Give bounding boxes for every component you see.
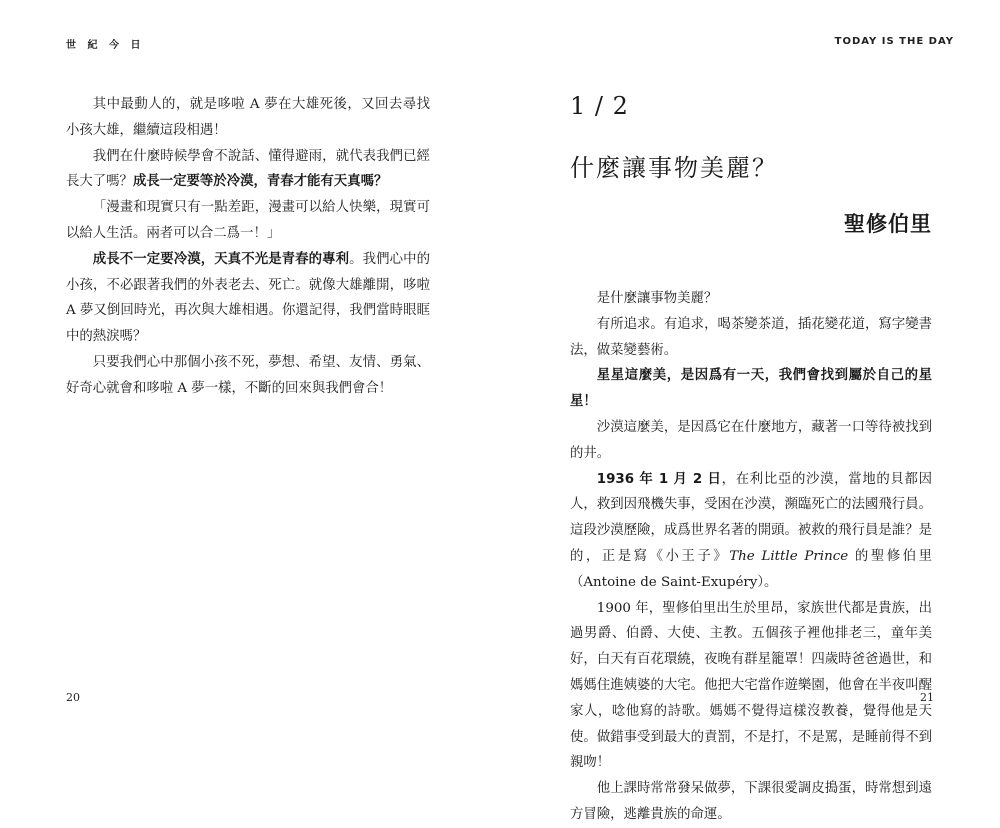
paragraph bbox=[570, 596, 932, 777]
paragraph bbox=[66, 195, 430, 247]
text-run: 有所追求。有追求，喝茶變茶道，插花變花道，寫字變書法，做菜變藝術。 bbox=[570, 316, 932, 358]
paragraph bbox=[66, 247, 430, 350]
left-page bbox=[0, 0, 500, 742]
text-run: 「漫畫和現實只有一點差距，漫畫可以給人快樂，現實可以給人生活。兩者可以合二爲一！」 bbox=[66, 200, 430, 241]
paragraph bbox=[66, 144, 430, 196]
chapter-title: 什麼讓事物美麗？ bbox=[570, 154, 778, 182]
text-run: 是什麼讓事物美麗？ bbox=[596, 291, 718, 306]
text-run: 1900 年，聖修伯里出生於里昂，家族世代都是貴族，出過男爵、伯爵、大使、主教。五個孩子裡他排老三，童年美好，白天有百花環繞，夜晚有群星籠罩！四歲時爸爸過世，和媽媽住進姨婆的大宅。他把大宅當作遊樂園，他會在半夜叫醒家人，唸他寫的詩歌。媽媽不覺得這樣沒教養，覺得他是天使。做錯事受到最大的責罰，不是打，不是罵，是睡前得不到親吻！ bbox=[570, 600, 932, 771]
italic-text: The Little Prince bbox=[729, 548, 849, 564]
paragraph bbox=[570, 363, 932, 415]
text-run: 其中最動人的，就是哆啦 A 夢在大雄死後，又回去尋找小孩大雄，繼續這段相遇！ bbox=[66, 97, 430, 138]
paragraph bbox=[570, 312, 932, 364]
paragraph bbox=[570, 286, 932, 312]
right-body-text bbox=[570, 286, 932, 828]
text-run: 的聖修伯里（Antoine de Saint-Exupéry）。 bbox=[570, 548, 932, 590]
text-run: 他上課時常常發呆做夢，下課很愛調皮搗蛋，時常想到遠方冒險，逃離貴族的命運。 bbox=[570, 781, 932, 822]
text-run: 只要我們心中那個小孩不死，夢想、希望、友情、勇氣、好奇心就會和哆啦 A 夢一樣，不斷的回來與我們會合！ bbox=[66, 354, 430, 396]
paragraph bbox=[66, 92, 430, 144]
text-run: ，在利比亞的沙漠，當地的貝都因人，救到因飛機失事，受困在沙漠，瀕臨死亡的法國飛行員。這段沙漠歷險，成爲世界名著的開頭。被救的飛行員是誰？是的，正是寫《小王子》 bbox=[570, 471, 932, 564]
bold-text: 成長一定要等於冷漠，青春才能有天真嗎？ bbox=[132, 174, 388, 190]
left-body-text bbox=[66, 92, 430, 402]
text-run: 我們在什麼時候學會不說話、懂得避雨，就代表我們已經長大了嗎？ bbox=[66, 148, 430, 190]
right-page-number: 21 bbox=[920, 691, 934, 704]
paragraph bbox=[66, 350, 430, 402]
left-running-head: 世 紀 今 日 bbox=[66, 40, 145, 51]
paragraph bbox=[570, 776, 932, 828]
chapter-author: 聖修伯里 bbox=[844, 212, 932, 236]
text-run: 沙漠這麼美，是因爲它在什麼地方，藏著一口等待被找到的井。 bbox=[570, 419, 932, 461]
chapter-number: 1 / 2 bbox=[570, 92, 629, 120]
paragraph bbox=[570, 467, 932, 596]
bold-text: 成長不一定要冷漠，天真不光是青春的專利 bbox=[92, 251, 350, 267]
bold-text: 星星這麼美，是因爲有一天，我們會找到屬於自己的星星！ bbox=[570, 368, 932, 410]
right-running-head: TODAY IS THE DAY bbox=[834, 36, 954, 47]
text-run: 。我們心中的小孩，不必跟著我們的外表老去、死亡。就像大雄離開，哆啦 A 夢又倒回時光，再次與大雄相遇。你還記得，我們當時眼眶中的熱淚嗎？ bbox=[66, 251, 431, 345]
bold-text: 1936 年 1 月 2 日 bbox=[596, 471, 722, 487]
left-page-number: 20 bbox=[66, 691, 80, 704]
paragraph bbox=[570, 415, 932, 467]
